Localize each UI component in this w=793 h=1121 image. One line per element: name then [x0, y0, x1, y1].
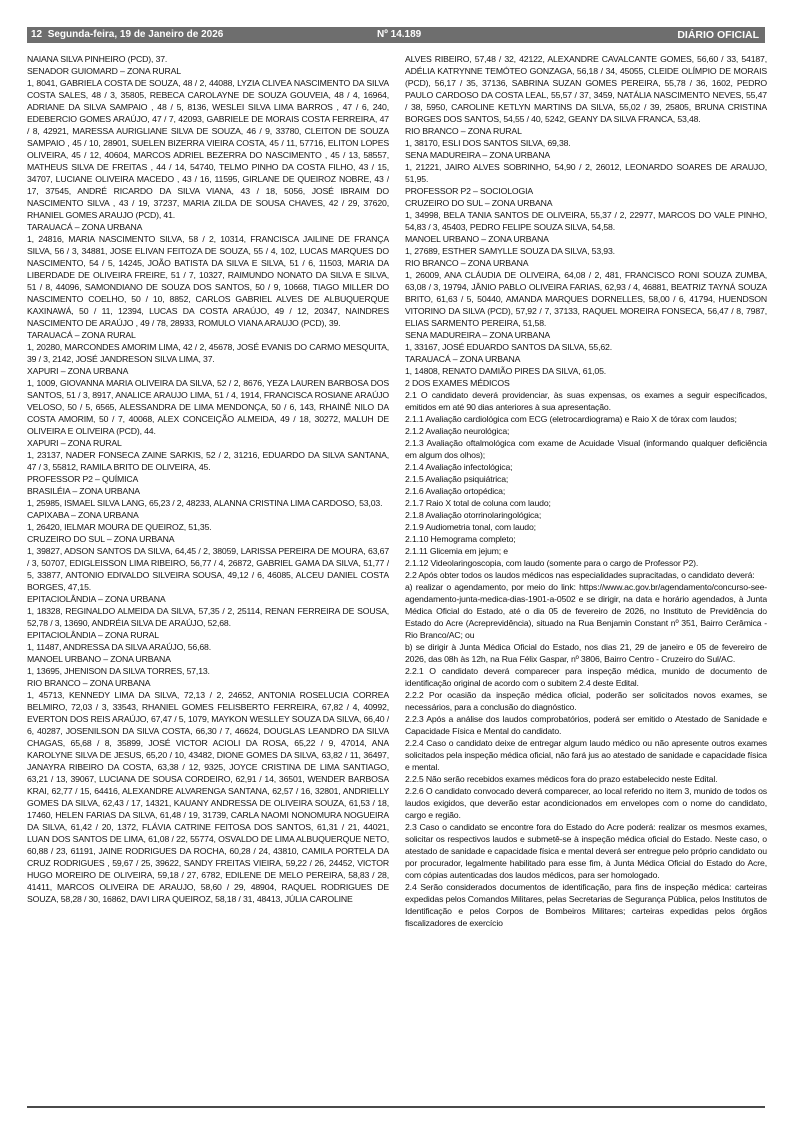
- publication-title: DIÁRIO OFICIAL: [677, 29, 759, 41]
- text-paragraph: ALVES RIBEIRO, 57,48 / 32, 42122, ALEXANDRE CAVALCANTE GOMES, 56,60 / 33, 54187, ADÉLIA KATRYNNE TEMÓTEO GONZAGA, 56,18 / 34, 45055, CLEIDE OLÍMPIO DE MORAIS (PCD), 56,17 / 35, 37136, SABRINA SUZAN GOMES PEREIRA, 55,78 / 36, 1602, PEDRO PAULO CARDOSO DA COSTA LEAL, 55,57 / 37, 3459, NATÁLIA NASCIMENTO NEVES, 55,47 / 38, 5950, CAROLINE KETLYN MARTINS DA SILVA, 55,02 / 39, 25805, BRUNA CRISTINA BORGES DOS SANTOS, 54,55 / 40, 5242, GEANY DA SILVA FRANCA, 53,48.: [405, 54, 767, 124]
- section-heading: PROFESSOR P2 – QUÍMICA: [27, 474, 139, 484]
- text-paragraph: 2.2.2 Por ocasião da inspeção médica oficial, poderão ser solicitados novos exames, se necessários, para a conclusão do diagnóstico.: [405, 690, 767, 712]
- section-heading: 2 DOS EXAMES MÉDICOS: [405, 378, 510, 388]
- text-paragraph: 1, 25985, ISMAEL SILVA LANG, 65,23 / 2, 48233, ALANNA CRISTINA LIMA CARDOSO, 53,03.: [27, 498, 383, 508]
- section-heading: MANOEL URBANO – ZONA URBANA: [405, 234, 549, 244]
- text-paragraph: 2.1.1 Avaliação cardiológica com ECG (eletrocardiograma) e Raio X de tórax com laudos;: [405, 414, 737, 424]
- text-paragraph: 2.1.12 Videolaringoscopia, com laudo (somente para o cargo de Professor P2).: [405, 558, 699, 568]
- section-heading: SENA MADUREIRA – ZONA URBANA: [405, 330, 550, 340]
- section-heading: TARAUACÁ – ZONA URBANA: [27, 222, 143, 232]
- text-paragraph: 1, 24816, MARIA NASCIMENTO SILVA, 58 / 2, 10314, FRANCISCA JAILINE DE FRANÇA SILVA, 56 / 3, 34881, JOSE ELIVAN FEITOZA DE SOUZA, 55 / 4, 102, LUCAS MARQUES DO NASCIMENTO, 54 / 5, 14245, JOÃO BATISTA DA SILVA E SILVA, 51 / 6, 11503, MARIA DA LIBERDADE DE OLIVEIRA FREIRE, 51 / 7, 10327, RAIMUNDO NONATO DA SILVA E SILVA, 51 / 8, 44096, SAMONDIANO DE SOUZA DOS SANTOS, 50 / 9, 10668, TIAGO MILLER DO NASCIMENTO COELHO, 50 / 10, 8852, CARLOS GABRIEL ALVES DE ALBUQUERQUE KAXINAWÁ, 50 / 11, 12394, LUCAS DA COSTA ARAÚJO, 49 / 12, 20347, NAINDRES NASCIMENTO DE ARAÚJO , 49 / 78, 28933, ROMULO VIANA ARAUJO (PCD), 39.: [27, 234, 389, 328]
- section-heading: EPITACIOLÂNDIA – ZONA URBANA: [27, 594, 166, 604]
- text-paragraph: 1, 26009, ANA CLÁUDIA DE OLIVEIRA, 64,08 / 2, 481, FRANCISCO RONI SOUZA ZUMBA, 63,08 / 3, 19794, JÂNIO PABLO OLIVEIRA FARIAS, 62,93 / 4, 46881, BEATRIZ TAYNÁ SOUZA BRITO, 61,63 / 5, 50440, AMANDA MARQUES DORNELLES, 58,00 / 6, 41794, HUENDSON VITORINO DA SILVA (PCD), 57,92 / 7, 37133, RAQUEL MOREIRA FONSECA, 56,47 / 8, 7987, ELIAS SARMENTO PEREIRA, 51,58.: [405, 270, 767, 328]
- text-paragraph: 1, 27689, ESTHER SAMYLLE SOUZA DA SILVA, 53,93.: [405, 246, 615, 256]
- text-paragraph: 2.3 Caso o candidato se encontre fora do Estado do Acre poderá: realizar os mesmos exames, solicitar os respectivos laudos e submetê-se à inspeção médica oficial do Estado. Neste caso, o atestado de sanidade e capacidade física e mental deverá ser entregue pelo próprio candidato ou por procurador, legalmente habilitado para esse fim, à Junta Médica Oficial do Estado do Acre, com cópias autenticadas dos laudos médicos, para ser homologado.: [405, 822, 767, 880]
- section-heading: EPITACIOLÂNDIA – ZONA RURAL: [27, 630, 159, 640]
- text-paragraph: 2.2.5 Não serão recebidos exames médicos fora do prazo estabelecido neste Edital.: [405, 774, 718, 784]
- section-heading: CAPIXABA – ZONA URBANA: [27, 510, 139, 520]
- issue-number: Nº 14.189: [377, 29, 422, 40]
- left-text-column: [27, 53, 389, 1105]
- text-paragraph: 2.1.2 Avaliação neurológica;: [405, 426, 510, 436]
- text-paragraph: b) se dirigir à Junta Médica Oficial do Estado, nos dias 21, 29 de janeiro e 05 de fevereiro de 2026, das 08h às 12h, na Rua Félix Gaspar, nº 3806, Bairro Centro - Cruzeiro do Sul/AC.: [405, 642, 767, 664]
- text-paragraph: 2.2 Após obter todos os laudos médicos nas especialidades supracitadas, o candidato deverá:: [405, 570, 755, 580]
- section-heading: SENA MADUREIRA – ZONA URBANA: [405, 150, 550, 160]
- text-paragraph: 1, 18328, REGINALDO ALMEIDA DA SILVA, 57,35 / 2, 25114, RENAN FERREIRA DE SOUSA, 52,78 / 3, 13690, ANDRÉIA SILVA DE ARAÚJO, 52,68.: [27, 606, 389, 628]
- text-paragraph: 2.1.5 Avaliação psiquiátrica;: [405, 474, 509, 484]
- text-paragraph: 2.1.11 Glicemia em jejum; e: [405, 546, 508, 556]
- text-paragraph: a) realizar o agendamento, por meio do link: https://www.ac.gov.br/agendamento/concurso-see-agendamento-junta-medica-dias-1901-a-0502 e se dirigir, na data e horário agendados, à Junta Médica Oficial do Estado, até o dia 05 de fevereiro de 2026, no Instituto de Previdência do Estado do Acre (Acreprevidência), situado na Rua Benjamin Constant nº 351, Bairro Cerâmica - Rio Branco/AC; ou: [405, 582, 767, 640]
- text-paragraph: 1, 34998, BELA TANIA SANTOS DE OLIVEIRA, 55,37 / 2, 22977, MARCOS DO VALE PINHO, 54,83 / 3, 45403, PEDRO FELIPE SOUZA SILVA, 54,58.: [405, 210, 767, 232]
- text-paragraph: 1, 39827, ADSON SANTOS DA SILVA, 64,45 / 2, 38059, LARISSA PEREIRA DE MOURA, 63,67 / 3, 50707, EDIGLEISSON LIMA RIBEIRO, 56,77 / 4, 26872, GABRIEL GAMA DA SILVA, 51,77 / 5, 33877, ANTONIO EDIVALDO SILVEIRA SOUSA, 49,12 / 6, 46085, ALCEU DANIEL COSTA BORGES, 47,15.: [27, 546, 389, 592]
- text-paragraph: 1, 38170, ESLI DOS SANTOS SILVA, 69,38.: [405, 138, 571, 148]
- text-paragraph: 1, 11487, ANDRESSA DA SILVA ARAÚJO, 56,68.: [27, 642, 211, 652]
- text-paragraph: 1, 1009, GIOVANNA MARIA OLIVEIRA DA SILVA, 52 / 2, 8676, YEZA LAUREN BARBOSA DOS SANTOS, 51 / 3, 8917, ANALICE ARAUJO LIMA, 51 / 4, 1914, FRANCISCA ROSIANE ARAÚJO VELOSO, 50 / 5, 6565, ALESSANDRA DE LIMA MENDONÇA, 50 / 6, 143, RHAINÊ NILO DA COSTA AMORIM, 50 / 7, 40068, ALEX CONCEIÇÃO ALMEIDA, 49 / 18, 30272, MALUH DE OLIVEIRA E OLIVEIRA (PCD), 44.: [27, 378, 389, 436]
- section-heading: NAIANA SILVA PINHEIRO (PCD), 37.: [27, 54, 168, 64]
- text-paragraph: 1, 33167, JOSÉ EDUARDO SANTOS DA SILVA, 55,62.: [405, 342, 613, 352]
- text-paragraph: 2.1 O candidato deverá providenciar, às suas expensas, os exames a seguir especificados, emitidos em até 90 dias anteriores à sua apresentação.: [405, 390, 767, 412]
- text-paragraph: 2.2.4 Caso o candidato deixe de entregar algum laudo médico ou não apresente outros exames solicitados pela inspeção médica oficial, não fará jus ao atestado de sanidade e capacidade física e mental.: [405, 738, 767, 772]
- page-number: 12: [31, 29, 43, 40]
- section-heading: RIO BRANCO – ZONA RURAL: [405, 126, 522, 136]
- section-heading: CRUZEIRO DO SUL – ZONA URBANA: [405, 198, 553, 208]
- header-page-date: [31, 27, 223, 43]
- text-paragraph: 2.4 Serão considerados documentos de identificação, para fins de inspeção médica: carteiras expedidas pelos Comandos Militares, pelas Secretarias de Segurança Pública, pelos Institutos de Identificação e pelos Corpos de Bombeiros Militares; carteiras expedidas pelos órgãos fiscalizadores de exercício: [405, 882, 767, 928]
- section-heading: CRUZEIRO DO SUL – ZONA URBANA: [27, 534, 175, 544]
- text-paragraph: 2.1.7 Raio X total de coluna com laudo;: [405, 498, 551, 508]
- text-paragraph: 1, 23137, NADER FONSECA ZAINE SARKIS, 52 / 2, 31216, EDUARDO DA SILVA SANTANA, 47 / 3, 55812, RAMILA BRITO DE OLIVEIRA, 45.: [27, 450, 389, 472]
- text-paragraph: 2.1.3 Avaliação oftalmológica com exame de Acuidade Visual (informando qualquer deficiência em algum dos olhos);: [405, 438, 767, 460]
- section-heading: XAPURI – ZONA URBANA: [27, 366, 129, 376]
- right-text-column: [405, 53, 767, 1105]
- text-paragraph: 1, 8041, GABRIELA COSTA DE SOUZA, 48 / 2, 44088, LYZIA CLIVEA NASCIMENTO DA SILVA COSTA SALES, 48 / 3, 35805, REBECA CAROLAYNE DE SOUZA GOUVEIA, 48 / 4, 16964, ADRIANE DA SILVA SAMPAIO , 48 / 5, 8136, WESLEI SILVA LIMA BARROS , 47 / 6, 240, EDEBERCIO GOMES ARAÚJO, 47 / 7, 42093, GABRIELE DE MORAIS COSTA FERREIRA, 47 / 8, 42921, MARESSA AURIGLIANE SILVA DE SOUZA, 46 / 9, 33780, CLEITON DE SOUZA SAMPAIO , 45 / 10, 28901, SUELEN BIZERRA VIEIRA COSTA, 45 / 11, 57716, ELITON LOPES OLIVEIRA, 45 / 12, 40604, MARCOS ADRIEL BEZERRA DO NASCIMENTO , 45 / 13, 58557, MATHEUS SILVA DE FREITAS , 44 / 14, 54740, TELMO PINHO DA COSTA FILHO, 43 / 15, 34707, LUCIANE OLIVEIRA MACEDO , 43 / 16, 11595, GIRLANE DE QUEIROZ NOBRE, 43 / 17, 37545, ANDRÉ RICARDO DA SILVA VIANA, 43 / 18, 5056, JOSÉ IBRAIM DO NASCIMENTO SILVA , 43 / 19, 37237, MARIA ZILDA DE SOUSA CHAVES, 42 / 29, 37620, RHANIEL GOMES ARAUJO (PCD), 41.: [27, 78, 389, 220]
- text-paragraph: 1, 26420, IELMAR MOURA DE QUEIROZ, 51,35.: [27, 522, 212, 532]
- text-paragraph: 2.1.8 Avaliação otorrinolaringológica;: [405, 510, 542, 520]
- text-paragraph: 2.1.6 Avaliação ortopédica;: [405, 486, 506, 496]
- text-paragraph: 1, 45713, KENNEDY LIMA DA SILVA, 72,13 / 2, 24652, ANTONIA ROSELUCIA CORREA BELMIRO, 72,03 / 3, 33543, RHANIEL GOMES FELISBERTO FERREIRA, 67,82 / 4, 40992, EVERTON DOS REIS ARAÚJO, 67,47 / 5, 1079, MAYKON WESLLEY SOUZA DA SILVA, 66,40 / 6, 40287, JOSENILSON DA SILVA COSTA, 66,30 / 7, 46624, DOUGLAS LEANDRO DA SILVA CHAGAS, 65,68 / 8, 35899, JOSÉ VICTOR ACIOLI DA ROSA, 65,22 / 9, 47014, ANA KAROLYNE SILVA DE JESUS, 65,20 / 10, 43482, DIONE GOMES DA SILVA, 63,82 / 11, 36497, JANAYRA RIBEIRO DA COSTA, 63,38 / 12, 9325, JOYCE CRISTINA DE LIMA SANTIAGO, 63,21 / 13, 39067, LUCIANA DE SOUSA CORDEIRO, 62,91 / 14, 36501, WENDER BARBOSA KRAI, 62,77 / 15, 64416, ALEXANDRE ALVARENGA SANTANA, 62,57 / 16, 32801, ANDRIELLY GOMES DA SILVA, 62,43 / 17, 14321, KAUANY ANDRESSA DE OLIVEIRA SOUZA, 61,53 / 18, 17460, HELEN FARIAS DA SILVA, 61,48 / 19, 31739, CARLA NAOMI NONOMURA NOGUEIRA DA SILVA, 61,42 / 20, 1372, FLÁVIA CATRINE FEITOSA DOS SANTOS, 61,31 / 21, 44021, LUAN DOS SANTOS DE LIMA, 61,08 / 22, 55774, OSVALDO DE LIMA ALBUQUERQUE NETO, 60,88 / 23, 61191, JAINE RODRIGUES DA ROCHA, 60,28 / 24, 43810, CAMILA PORTELA DA CRUZ RODRIGUES , 59,67 / 25, 39622, SANDY FREITAS VIEIRA, 59,22 / 26, 24452, VICTOR HUGO MOREIRO DE OLIVEIRA, 59,18 / 27, 6782, EDILENE DE MELO PEREIRA, 58,83 / 28, 41411, MARCOS OLIVEIRA DE ARAUJO, 58,60 / 29, 48904, RAQUEL RODRIGUES DE SOUZA, 58,28 / 30, 16862, DAVI LIRA QUEIROZ, 58,18 / 31, 48413, JÚLIA CAROLINE: [27, 690, 389, 904]
- text-paragraph: 2.2.3 Após a análise dos laudos comprobatórios, poderá ser emitido o Atestado de Sanidade e Capacidade Física e Mental do candidato.: [405, 714, 767, 736]
- section-heading: RIO BRANCO – ZONA URBANA: [27, 678, 151, 688]
- section-heading: MANOEL URBANO – ZONA URBANA: [27, 654, 171, 664]
- text-paragraph: 1, 13695, JHENISON DA SILVA TORRES, 57,13.: [27, 666, 210, 676]
- section-heading: SENADOR GUIOMARD – ZONA RURAL: [27, 66, 181, 76]
- section-heading: TARAUACÁ – ZONA RURAL: [27, 330, 136, 340]
- text-paragraph: 1, 14808, RENATO DAMIÃO PIRES DA SILVA, 61,05.: [405, 366, 607, 376]
- text-paragraph: 2.2.6 O candidato convocado deverá comparecer, ao local referido no item 3, munido de todos os laudos exigidos, que deverão estar acondicionados em envelopes com o nome do candidato, cargo e região.: [405, 786, 767, 820]
- section-heading: RIO BRANCO – ZONA URBANA: [405, 258, 529, 268]
- text-paragraph: 2.1.4 Avaliação infectológica;: [405, 462, 513, 472]
- section-heading: PROFESSOR P2 – SOCIOLOGIA: [405, 186, 534, 196]
- bottom-divider: [27, 1106, 765, 1108]
- text-paragraph: 2.1.9 Audiometria tonal, com laudo;: [405, 522, 536, 532]
- section-heading: BRASILÉIA – ZONA URBANA: [27, 486, 140, 496]
- section-heading: TARAUACÁ – ZONA URBANA: [405, 354, 521, 364]
- text-paragraph: 2.2.1 O candidato deverá comparecer para inspeção médica, munido de documento de identificação original de acordo com o subitem 2.4 deste Edital.: [405, 666, 767, 688]
- text-paragraph: 1, 20280, MARCONDES AMORIM LIMA, 42 / 2, 45678, JOSÉ EVANIS DO CARMO MESQUITA, 39 / 3, 2142, JOSÉ JANDRESON SILVA LIMA, 37.: [27, 342, 389, 364]
- publication-date: Segunda-feira, 19 de Janeiro de 2026: [47, 29, 224, 40]
- section-heading: XAPURI – ZONA RURAL: [27, 438, 122, 448]
- text-paragraph: 1, 21221, JAIRO ALVES SOBRINHO, 54,90 / 2, 26012, LEONARDO SOARES DE ARAUJO, 51,95.: [405, 162, 767, 184]
- text-paragraph: 2.1.10 Hemograma completo;: [405, 534, 516, 544]
- page-header: [27, 27, 765, 43]
